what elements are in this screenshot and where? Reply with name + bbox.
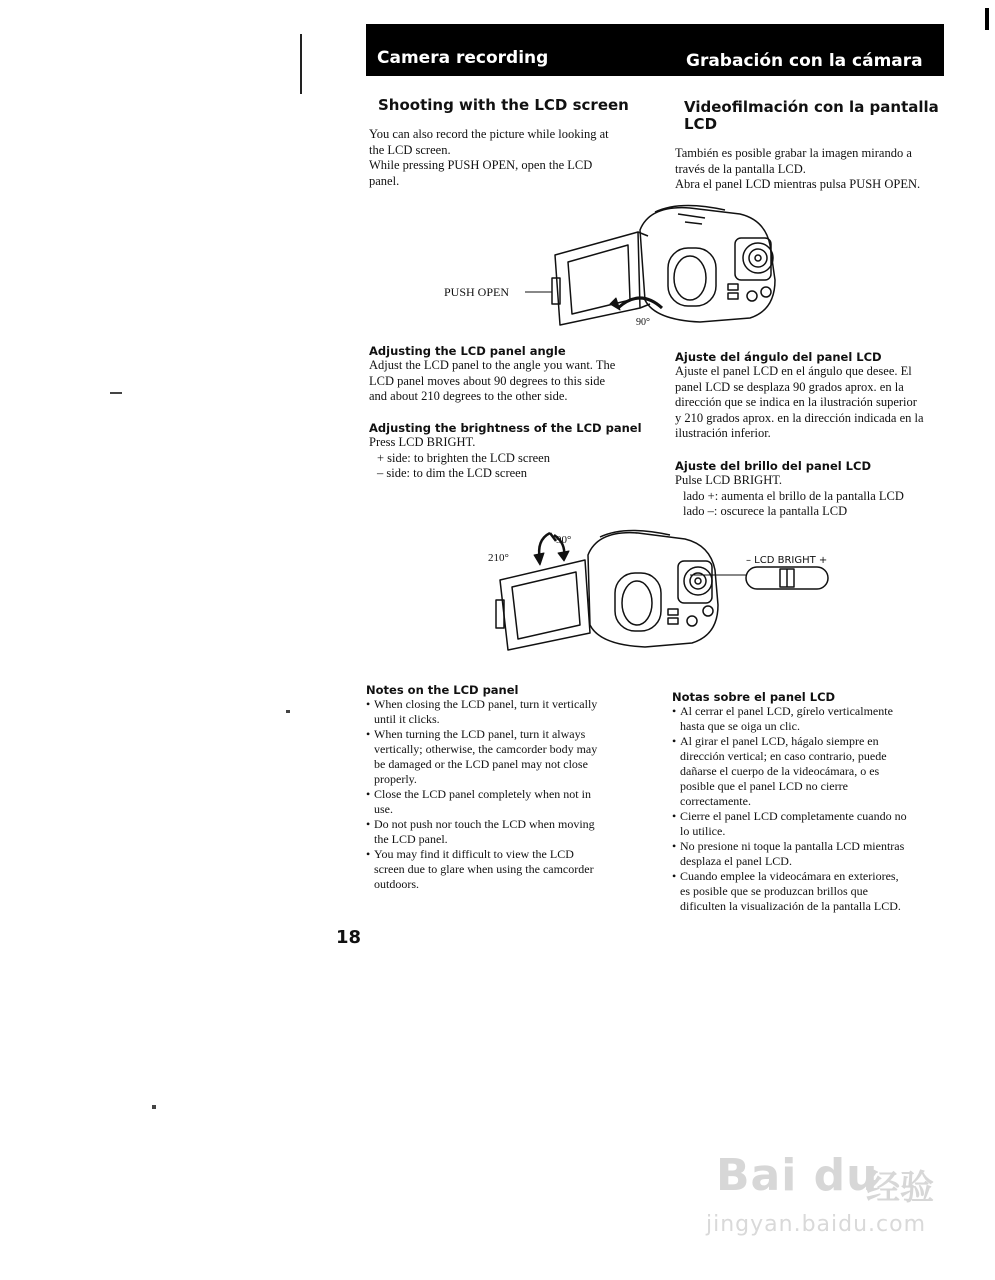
- note-line: Do not push nor touch the LCD when moving: [374, 817, 595, 831]
- notes-list-es: [672, 704, 972, 914]
- note-line: desplaza el panel LCD.: [680, 854, 792, 868]
- notes-title-en: Notes on the LCD panel: [366, 683, 519, 697]
- scan-mark: [110, 392, 122, 394]
- section-title-en: Shooting with the LCD screen: [378, 96, 629, 114]
- binding-mark: [300, 34, 302, 94]
- section-title-es-line: Videofilmación con la pantalla: [684, 98, 939, 116]
- header-title-en: Camera recording: [377, 48, 549, 68]
- list-item: [672, 869, 972, 914]
- note-line: until it clicks.: [374, 712, 440, 726]
- note-line: the LCD panel.: [374, 832, 448, 846]
- note-line: dificulten la visualización de la pantalla LCD.: [680, 899, 901, 913]
- adjust-brightness-body-es: [675, 473, 965, 520]
- note-line: lo utilice.: [680, 824, 726, 838]
- intro-es-line: Abra el panel LCD mientras pulsa PUSH OPEN.: [675, 177, 921, 191]
- adjust-angle-es-line: y 210 grados aprox. en la dirección indicada en la: [675, 410, 924, 425]
- adjust-angle-body-en: [369, 358, 659, 405]
- list-item: [672, 704, 972, 734]
- intro-es: [675, 146, 965, 193]
- adjust-angle-en-line: LCD panel moves about 90 degrees to this side: [369, 373, 606, 388]
- adjust-brightness-en-line: – side: to dim the LCD screen: [377, 466, 527, 480]
- note-line: When closing the LCD panel, turn it vertically: [374, 697, 598, 711]
- adjust-brightness-es-line: lado –: oscurece la pantalla LCD: [683, 504, 848, 518]
- figure-lcd-bright: [470, 525, 850, 675]
- list-item: [672, 839, 972, 869]
- list-item: [366, 697, 656, 727]
- adjust-angle-es-line: dirección que se indica en la ilustración superior: [675, 395, 917, 409]
- scan-mark: [152, 1105, 156, 1109]
- angle-90-label-2: 90°: [556, 534, 572, 546]
- intro-en-line: the LCD screen.: [369, 142, 451, 157]
- adjust-brightness-en-line: Press LCD BRIGHT.: [369, 435, 476, 449]
- note-line: correctamente.: [680, 794, 751, 808]
- note-line: dirección vertical; en caso contrario, puede: [680, 749, 887, 763]
- lcd-bright-label: – LCD BRIGHT +: [746, 555, 828, 566]
- scan-mark: [286, 710, 290, 713]
- header-title-es: Grabación con la cámara: [686, 51, 923, 71]
- adjust-angle-es-line: panel LCD se desplaza 90 grados aprox. en la: [675, 379, 904, 394]
- adjust-angle-es-line: Ajuste el panel LCD en el ángulo que desee. El: [675, 364, 912, 378]
- watermark-cn: 经验: [866, 1168, 934, 1208]
- list-item: [672, 734, 972, 809]
- adjust-angle-en-line: and about 210 degrees to the other side.: [369, 389, 568, 403]
- section-title-es-line: LCD: [684, 115, 718, 133]
- intro-en-line: While pressing PUSH OPEN, open the LCD: [369, 158, 593, 172]
- notes-list-en: [366, 697, 656, 892]
- note-line: use.: [374, 802, 393, 816]
- watermark-logo: Bai du: [716, 1150, 879, 1201]
- intro-es-line: También es posible grabar la imagen mirando a: [675, 146, 912, 160]
- note-line: vertically; otherwise, the camcorder body may: [374, 742, 598, 756]
- note-line: Cierre el panel LCD completamente cuando no: [680, 809, 907, 823]
- note-line: You may find it difficult to view the LCD: [374, 847, 574, 861]
- angle-210-label: 210°: [488, 552, 509, 564]
- adjust-brightness-es-line: Pulse LCD BRIGHT.: [675, 473, 783, 487]
- adjust-brightness-title-es: Ajuste del brillo del panel LCD: [675, 459, 871, 473]
- intro-en: [369, 127, 659, 189]
- adjust-angle-body-es: [675, 364, 965, 442]
- note-line: be damaged or the LCD panel may not close: [374, 757, 588, 771]
- note-line: dañarse el cuerpo de la videocámara, o es: [680, 764, 880, 778]
- adjust-brightness-en-line: + side: to brighten the LCD screen: [377, 450, 550, 465]
- section-title-es: [684, 99, 939, 133]
- intro-en-line: panel.: [369, 173, 400, 188]
- watermark-url: jingyan.baidu.com: [706, 1212, 927, 1237]
- adjust-angle-en-line: Adjust the LCD panel to the angle you want. The: [369, 358, 616, 372]
- intro-en-line: You can also record the picture while looking at: [369, 127, 609, 141]
- list-item: [366, 847, 656, 892]
- push-open-label: PUSH OPEN: [444, 285, 510, 299]
- note-line: No presione ni toque la pantalla LCD mientras: [680, 839, 905, 853]
- note-line: posible que el panel LCD no cierre: [680, 779, 848, 793]
- list-item: [672, 809, 972, 839]
- adjust-brightness-es-line: lado +: aumenta el brillo de la pantalla LCD: [683, 488, 904, 503]
- list-item: [366, 787, 656, 817]
- note-line: Close the LCD panel completely when not in: [374, 787, 591, 801]
- adjust-brightness-title-en: Adjusting the brightness of the LCD panel: [369, 421, 642, 435]
- note-line: hasta que se oiga un clic.: [680, 719, 800, 733]
- note-line: screen due to glare when using the camcorder: [374, 862, 594, 876]
- adjust-angle-title-es: Ajuste del ángulo del panel LCD: [675, 350, 882, 364]
- adjust-angle-title-en: Adjusting the LCD panel angle: [369, 344, 566, 358]
- intro-es-line: través de la pantalla LCD.: [675, 161, 806, 176]
- note-line: Al cerrar el panel LCD, gírelo verticalmente: [680, 704, 893, 718]
- notes-title-es: Notas sobre el panel LCD: [672, 690, 836, 704]
- figure-push-open: [440, 200, 800, 330]
- note-line: properly.: [374, 772, 417, 786]
- angle-90-label: 90°: [636, 317, 650, 328]
- note-line: es posible que se produzcan brillos que: [680, 884, 868, 898]
- note-line: outdoors.: [374, 877, 419, 891]
- note-line: When turning the LCD panel, turn it always: [374, 727, 586, 741]
- list-item: [366, 817, 656, 847]
- margin-mark: [985, 8, 989, 30]
- page-number: 18: [336, 927, 362, 948]
- note-line: Cuando emplee la videocámara en exteriores,: [680, 869, 899, 883]
- list-item: [366, 727, 656, 787]
- adjust-angle-es-line: ilustración inferior.: [675, 426, 771, 440]
- note-line: Al girar el panel LCD, hágalo siempre en: [680, 734, 879, 748]
- adjust-brightness-body-en: [369, 435, 659, 482]
